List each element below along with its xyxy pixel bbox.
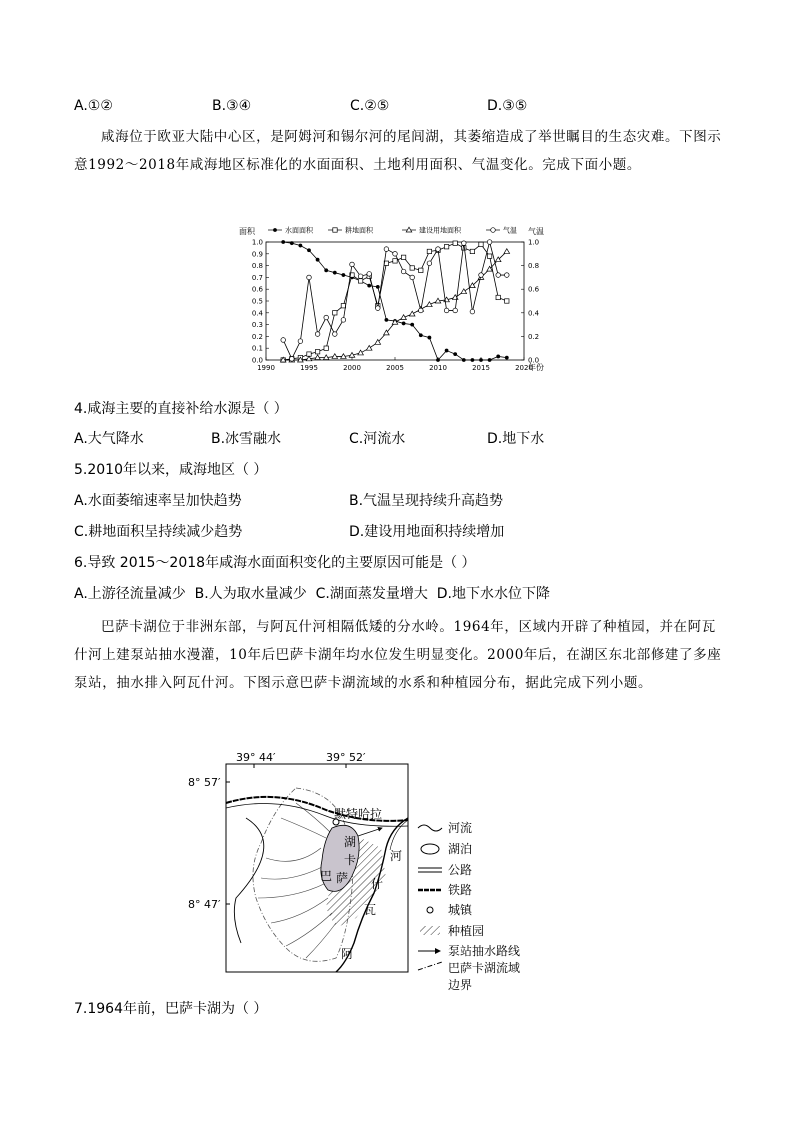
data-point [427, 249, 431, 253]
q7-stem: 7.1964年前，巴萨卡湖为（ ） [74, 1001, 268, 1017]
q5-option-a: A.水面萎缩速率呈加快趋势 [74, 493, 242, 509]
data-point [281, 338, 286, 343]
x-tick-label: 2015 [472, 364, 490, 372]
data-point [496, 355, 500, 359]
lon-label-1: 39° 44′ [236, 751, 276, 764]
data-point [358, 279, 362, 283]
q3-option-a: A.①② [74, 98, 113, 114]
lat-label-1: 8° 57′ [188, 776, 221, 789]
y-tick-label: 0.2 [251, 332, 263, 341]
y2-tick-label: 0.8 [528, 262, 540, 271]
legend-watershed-line2: 边界 [448, 978, 473, 992]
y-tick-label: 0.0 [251, 356, 263, 365]
lake-label-4: 巴 [320, 869, 333, 883]
data-point [376, 306, 381, 311]
data-point [315, 332, 320, 337]
data-point [479, 242, 483, 246]
data-point [410, 275, 415, 280]
data-point [290, 241, 294, 245]
x-tick-label: 1995 [300, 364, 318, 372]
q6-options: A.上游径流量减少 B.人为取水量减少 C.湖面蒸发量增大 D.地下水水位下降 [74, 586, 550, 602]
river-label-4: 阿 [341, 947, 354, 961]
data-point [299, 244, 303, 248]
legend-river: 河流 [448, 821, 473, 835]
data-point [453, 241, 457, 245]
y-axis-label: 面积 [239, 227, 255, 236]
q5-option-b: B.气温呈现持续升高趋势 [349, 493, 504, 509]
basaka-lake-map [186, 748, 536, 980]
data-point [333, 311, 337, 315]
data-point [504, 249, 510, 254]
data-point [316, 258, 320, 262]
x-tick-label: 2010 [429, 364, 447, 372]
legend-marker [406, 227, 412, 232]
data-point [496, 295, 500, 299]
legend-pump-route: 泵站抽水路线 [448, 944, 521, 958]
data-point [393, 259, 397, 263]
y2-tick-label: 0.2 [528, 332, 540, 341]
place-town: 默特哈拉 [334, 807, 383, 821]
data-point [385, 318, 389, 322]
data-point [445, 349, 449, 353]
data-point [341, 318, 346, 323]
data-point [496, 273, 501, 278]
series-line [283, 251, 507, 360]
legend-label: 建设用地面积 [419, 226, 461, 235]
legend-town: 城镇 [448, 903, 473, 917]
x-tick-label: 2005 [386, 364, 404, 372]
y-tick-label: 0.6 [251, 285, 263, 294]
data-point [315, 355, 321, 360]
data-point [444, 308, 449, 313]
q4-option-b: B.冰雪融水 [211, 431, 282, 447]
y-tick-label: 1.0 [251, 238, 263, 247]
data-point [307, 275, 312, 280]
aral-sea-chart [232, 218, 562, 390]
data-point [436, 247, 441, 252]
q3-option-c: C.②⑤ [350, 98, 390, 114]
data-point [367, 272, 372, 277]
data-point [298, 339, 303, 344]
legend-label: 耕地面积 [345, 226, 373, 235]
legend-marker [491, 228, 496, 233]
legend-plantation: 种植园 [448, 924, 485, 938]
y-tick-label: 0.9 [251, 250, 263, 259]
data-point [428, 336, 432, 340]
y2-tick-label: 0.0 [528, 356, 540, 365]
x-tick-label: 2020 [515, 364, 533, 372]
data-point [332, 354, 338, 359]
data-point [505, 273, 510, 278]
data-point [479, 273, 484, 278]
data-point [324, 346, 328, 350]
data-point [333, 332, 338, 337]
data-point [487, 240, 492, 245]
data-point [505, 356, 509, 360]
data-point [384, 247, 389, 252]
data-point [427, 261, 432, 266]
legend-label: 气温 [503, 226, 517, 235]
data-point [366, 345, 372, 350]
y2-tick-label: 0.6 [528, 285, 540, 294]
lat-label-2: 8° 47′ [188, 898, 221, 911]
x-tick-label: 1990 [257, 364, 275, 372]
data-point [358, 274, 363, 279]
q4-stem: 4.咸海主要的直接补给水源是（ ） [74, 401, 288, 417]
data-point [409, 311, 415, 316]
data-point [487, 254, 491, 258]
y-tick-label: 0.3 [251, 321, 263, 330]
river-label-1: 河 [390, 849, 403, 863]
q4-option-a: A.大气降水 [74, 431, 144, 447]
data-point [333, 271, 337, 275]
data-point [367, 284, 371, 288]
legend-watershed: 巴萨卡湖流域 [448, 961, 521, 975]
map-legend [418, 820, 520, 975]
y-tick-label: 0.8 [251, 262, 263, 271]
lake-label-1: 湖 [344, 835, 357, 849]
lon-label-2: 39° 52′ [326, 751, 366, 764]
q3-option-d: D.③⑤ [487, 98, 528, 114]
x-tick-label: 2000 [343, 364, 361, 372]
data-point [402, 322, 406, 326]
data-point [350, 262, 355, 267]
y2-axis-label: 气温 [528, 227, 544, 236]
data-point [461, 289, 467, 294]
x-axis-label: 年份 [528, 363, 544, 372]
q4-option-d: D.地下水 [487, 431, 545, 447]
data-point [505, 299, 509, 303]
data-point [488, 358, 492, 362]
data-point [290, 357, 295, 362]
q5-option-c: C.耕地面积呈持续减少趋势 [74, 524, 243, 540]
data-point [479, 358, 483, 362]
legend-lake: 湖泊 [448, 842, 473, 856]
river-label-2: 什 [371, 877, 384, 891]
legend-label: 水面面积 [285, 226, 313, 235]
data-point [393, 252, 398, 257]
data-point [410, 323, 414, 327]
data-point [376, 285, 380, 289]
q6-stem: 6.导致 2015～2018年咸海水面面积变化的主要原因可能是（ ） [74, 555, 476, 571]
data-point [453, 352, 457, 356]
data-point [470, 249, 474, 253]
data-point [419, 333, 423, 337]
legend-marker [333, 228, 337, 232]
data-point [436, 358, 440, 362]
legend-marker [273, 228, 277, 232]
data-point [444, 245, 448, 249]
legend-railway: 铁路 [448, 883, 473, 897]
data-point [341, 304, 345, 308]
data-point [358, 350, 364, 355]
q4-option-c: C.河流水 [349, 431, 406, 447]
data-point [419, 268, 423, 272]
data-point [410, 266, 414, 270]
data-point [315, 350, 319, 354]
data-point [324, 268, 328, 272]
q5-option-d: D.建设用地面积持续增加 [349, 524, 505, 540]
passage-basaka-lake: 巴萨卡湖位于非洲东部，与阿瓦什河相隔低矮的分水岭。1964年，区域内开辟了种植园，并在阿瓦什河上建泵站抽水漫灌，10年后巴萨卡湖年均水位发生明显变化。2000年后，在湖区东北部修建了多座泵站，抽水排入阿瓦什河。下图示意巴萨卡湖流域的水系和种植园分布，据此完成下列小题。 [74, 619, 722, 691]
data-point [342, 273, 346, 277]
river-label-3: 瓦 [364, 903, 377, 917]
data-point [307, 248, 311, 252]
data-point [324, 315, 329, 320]
passage-aral-sea: 咸海位于欧亚大陆中心区，是阿姆河和锡尔河的尾闾湖，其萎缩造成了举世瞩目的生态灾难。下图示意1992～2018年咸海地区标准化的水面面积、土地利用面积、气温变化。完成下面小题。 [74, 129, 722, 173]
data-point [462, 241, 467, 246]
q5-stem: 5.2010年以来，咸海地区（ ） [74, 462, 268, 478]
q3-option-b: B.③④ [212, 98, 252, 114]
legend-road: 公路 [448, 863, 473, 877]
y2-tick-label: 1.0 [528, 238, 540, 247]
data-point [401, 269, 406, 274]
lake-label-2: 卡 [344, 853, 357, 867]
y-tick-label: 0.1 [251, 344, 263, 353]
data-point [281, 240, 285, 244]
data-point [471, 358, 475, 362]
data-point [401, 255, 405, 259]
data-point [462, 358, 466, 362]
y-tick-label: 0.4 [251, 309, 263, 318]
y-tick-label: 0.7 [251, 273, 263, 282]
y2-tick-label: 0.4 [528, 309, 540, 318]
y-tick-label: 0.5 [251, 297, 263, 306]
data-point [470, 309, 475, 314]
data-point [419, 308, 424, 313]
data-point [453, 308, 458, 313]
lake-label-3: 萨 [336, 871, 349, 885]
